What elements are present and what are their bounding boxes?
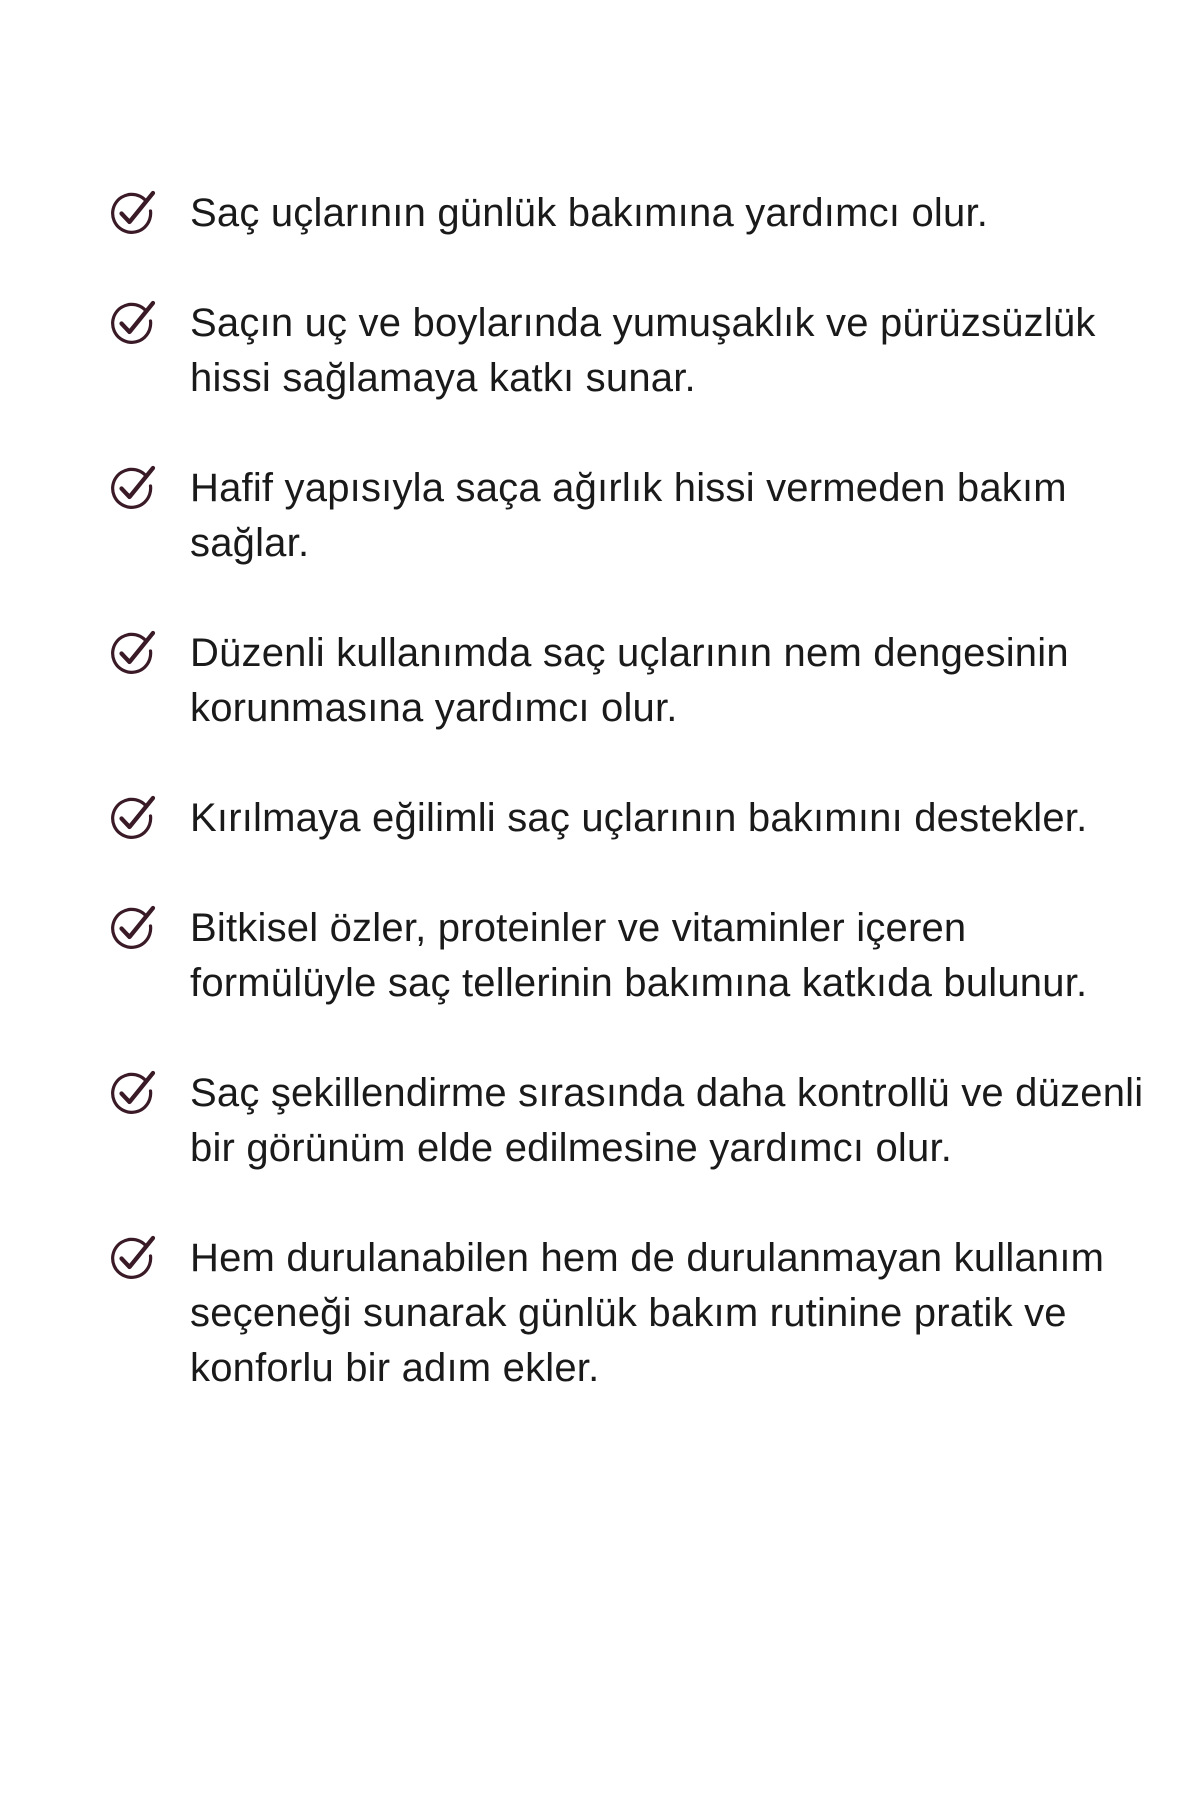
benefit-item — [108, 626, 1138, 736]
benefit-item — [108, 1066, 1144, 1176]
benefit-text-line: bir görünüm elde edilmesine yardımcı olur. — [190, 1126, 953, 1170]
benefit-item — [108, 791, 1138, 846]
check-circle-icon — [108, 189, 156, 237]
benefit-item — [108, 461, 1138, 571]
check-circle-icon — [108, 629, 156, 677]
benefit-item — [108, 901, 1138, 1011]
benefit-item — [108, 1231, 1138, 1396]
benefit-item — [108, 186, 1138, 241]
benefit-list — [108, 186, 1144, 1451]
check-circle-icon — [108, 794, 156, 842]
benefit-text-line: Kırılmaya eğilimli saç uçlarının bakımını destekler. — [190, 796, 1088, 840]
benefit-text-line: seçeneği sunarak günlük bakım rutinine pratik ve — [190, 1291, 1067, 1335]
benefit-text-line: hissi sağlamaya katkı sunar. — [190, 356, 696, 400]
benefit-text-line: Düzenli kullanımda saç uçlarının nem dengesinin — [190, 631, 1069, 675]
check-circle-icon — [108, 299, 156, 347]
benefit-text-line: konforlu bir adım ekler. — [190, 1346, 600, 1390]
benefit-text-line: Saç şekillendirme sırasında daha kontrollü ve düzenli — [190, 1071, 1144, 1115]
check-circle-icon — [108, 464, 156, 512]
benefit-text-line: Saç uçlarının günlük bakımına yardımcı olur. — [190, 191, 989, 235]
check-circle-icon — [108, 904, 156, 952]
benefit-text-line: Hem durulanabilen hem de durulanmayan kullanım — [190, 1236, 1105, 1280]
check-circle-icon — [108, 1234, 156, 1282]
benefit-text-line: Saçın uç ve boylarında yumuşaklık ve pürüzsüzlük — [190, 301, 1096, 345]
benefit-text-line: Bitkisel özler, proteinler ve vitaminler içeren — [190, 906, 967, 950]
benefit-text-line: korunmasına yardımcı olur. — [190, 686, 678, 730]
benefit-text-line: formülüyle saç tellerinin bakımına katkıda bulunur. — [190, 961, 1088, 1005]
benefit-item — [108, 296, 1138, 406]
check-circle-icon — [108, 1069, 156, 1117]
benefit-text-line: sağlar. — [190, 521, 310, 565]
benefit-text-line: Hafif yapısıyla saça ağırlık hissi vermeden bakım — [190, 466, 1067, 510]
